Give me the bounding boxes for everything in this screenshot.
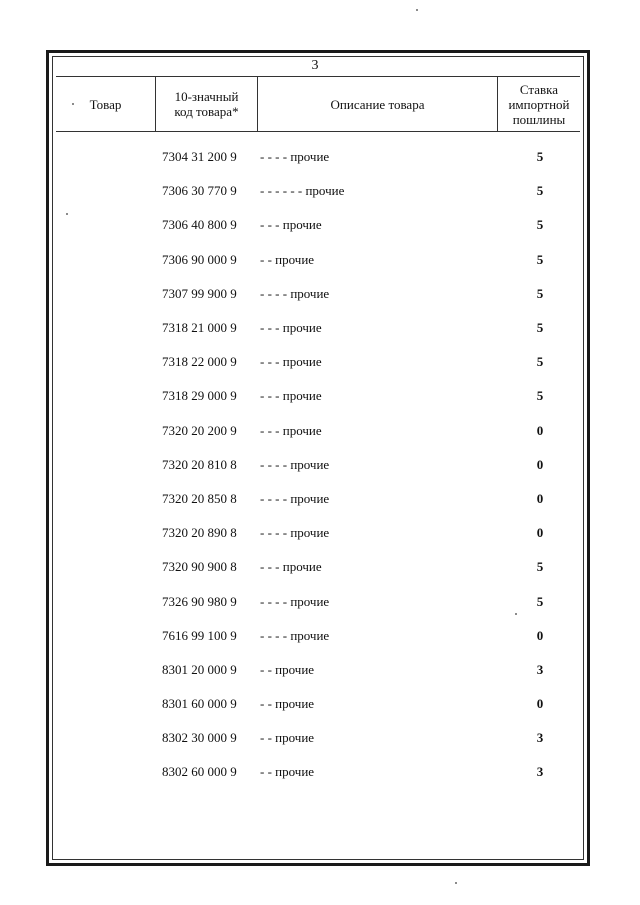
- row-description: - - - - прочие: [260, 149, 330, 165]
- table-body: [56, 140, 580, 790]
- row-code: 7306 30 770 9: [162, 183, 237, 199]
- row-rate: 5: [536, 593, 544, 609]
- row-code: 7326 90 980 9: [162, 593, 237, 609]
- table-row: [56, 345, 580, 379]
- row-code: 8302 30 000 9: [162, 730, 237, 746]
- row-code: 7320 90 900 8: [162, 559, 237, 575]
- row-code: 7616 99 100 9: [162, 627, 237, 643]
- row-description: - - прочие: [260, 251, 315, 267]
- row-rate: 5: [536, 217, 544, 233]
- table-row: [56, 414, 580, 448]
- header-rate-label: Ставка импортной пошлины: [508, 81, 570, 127]
- row-rate: 5: [536, 354, 544, 370]
- table-row: [56, 243, 580, 277]
- table-row: [56, 379, 580, 413]
- table-row: [56, 687, 580, 721]
- table-row: [56, 619, 580, 653]
- table-row: [56, 653, 580, 687]
- row-code: 8301 20 000 9: [162, 661, 237, 677]
- row-description: - - - - прочие: [260, 627, 330, 643]
- row-code: 7318 22 000 9: [162, 354, 237, 370]
- row-description: - - прочие: [260, 764, 315, 780]
- page-number: 3: [311, 58, 319, 73]
- table-row: [56, 174, 580, 208]
- row-description: - - - - прочие: [260, 456, 330, 472]
- row-description: - - прочие: [260, 661, 315, 677]
- row-code: 7306 40 800 9: [162, 217, 237, 233]
- row-code: 8302 60 000 9: [162, 764, 237, 780]
- row-code: 7307 99 900 9: [162, 285, 237, 301]
- row-description: - - - - - - прочие: [260, 183, 345, 199]
- row-description: - - - прочие: [260, 422, 322, 438]
- table-row: [56, 755, 580, 789]
- row-description: - - прочие: [260, 730, 315, 746]
- row-code: 7318 21 000 9: [162, 320, 237, 336]
- header-product: Товар: [56, 77, 156, 131]
- table-row: [56, 208, 580, 242]
- row-rate: 0: [536, 627, 544, 643]
- row-description: - - прочие: [260, 696, 315, 712]
- scan-speck: [66, 213, 68, 215]
- row-rate: 0: [536, 490, 544, 506]
- table-row: [56, 482, 580, 516]
- row-rate: 5: [536, 251, 544, 267]
- header-code-label: 10-значный код товара*: [174, 89, 239, 119]
- row-rate: 5: [536, 388, 544, 404]
- row-code: 7320 20 200 9: [162, 422, 237, 438]
- row-rate: 3: [536, 661, 544, 677]
- table-row: [56, 516, 580, 550]
- row-rate: 3: [536, 730, 544, 746]
- table-row: [56, 448, 580, 482]
- table-row: [56, 140, 580, 174]
- row-rate: 5: [536, 183, 544, 199]
- row-code: 7320 20 890 8: [162, 525, 237, 541]
- table-row: [56, 721, 580, 755]
- scan-speck: [72, 103, 74, 105]
- table-row: [56, 584, 580, 618]
- row-description: - - - прочие: [260, 354, 322, 370]
- row-rate: 5: [536, 285, 544, 301]
- scan-speck: [455, 882, 457, 884]
- row-code: 7320 20 810 8: [162, 456, 237, 472]
- table-row: [56, 311, 580, 345]
- table-row: [56, 550, 580, 584]
- row-description: - - - прочие: [260, 320, 322, 336]
- row-code: 7304 31 200 9: [162, 149, 237, 165]
- row-description: - - - прочие: [260, 388, 322, 404]
- row-rate: 0: [536, 422, 544, 438]
- row-code: 7320 20 850 8: [162, 490, 237, 506]
- table-row: [56, 277, 580, 311]
- row-description: - - - - прочие: [260, 525, 330, 541]
- scan-speck: [416, 9, 418, 11]
- scan-speck: [515, 613, 517, 615]
- row-rate: 5: [536, 559, 544, 575]
- row-rate: 0: [536, 525, 544, 541]
- header-description: Описание товара: [258, 77, 498, 131]
- header-code: [156, 77, 258, 131]
- row-rate: 5: [536, 320, 544, 336]
- row-rate: 0: [536, 456, 544, 472]
- row-description: - - - - прочие: [260, 490, 330, 506]
- header-rate: [498, 77, 580, 131]
- row-description: - - - прочие: [260, 217, 322, 233]
- row-rate: 0: [536, 696, 544, 712]
- row-description: - - - - прочие: [260, 593, 330, 609]
- row-rate: 5: [536, 149, 544, 165]
- row-code: 7318 29 000 9: [162, 388, 237, 404]
- row-description: - - - - прочие: [260, 285, 330, 301]
- row-code: 7306 90 000 9: [162, 251, 237, 267]
- row-code: 8301 60 000 9: [162, 696, 237, 712]
- row-rate: 3: [536, 764, 544, 780]
- table-header: [56, 76, 580, 132]
- row-description: - - - прочие: [260, 559, 322, 575]
